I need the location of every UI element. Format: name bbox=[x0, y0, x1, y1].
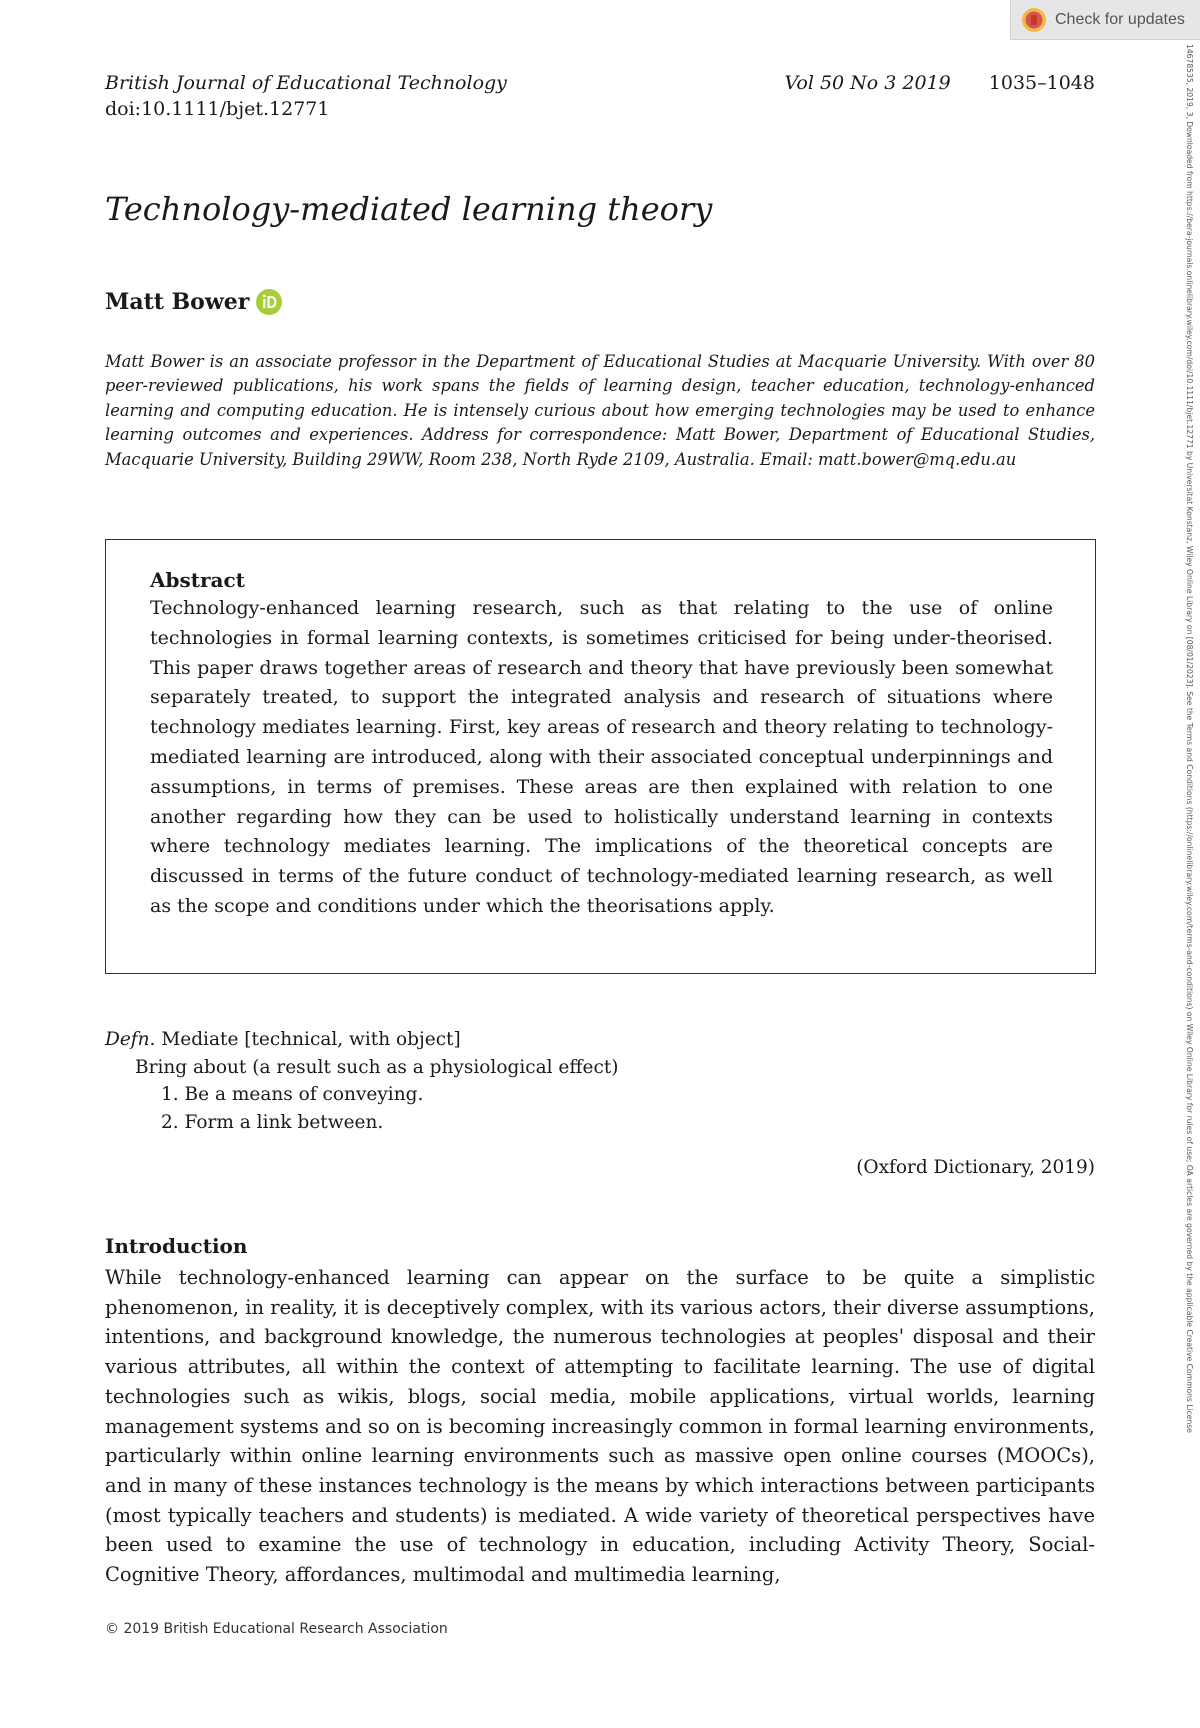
check-for-updates-button[interactable] bbox=[1010, 0, 1200, 40]
definition-list bbox=[161, 1081, 618, 1136]
check-updates-icon bbox=[1021, 7, 1047, 33]
journal-header bbox=[105, 72, 1095, 120]
abstract-box bbox=[105, 539, 1096, 974]
doi[interactable]: doi:10.1111/bjet.12771 bbox=[105, 98, 330, 120]
definition-item: 1. Be a means of conveying. bbox=[161, 1084, 424, 1105]
volume-info: Vol 50 No 3 2019 bbox=[784, 72, 951, 94]
page-range: 1035–1048 bbox=[988, 72, 1095, 94]
author-name: Matt Bower bbox=[105, 289, 250, 315]
author-bio: Matt Bower is an associate professor in the Department of Educational Studies at Macquarie University. With over 80 peer-reviewed publications, his work spans the fields of learning design, teacher education, technology-enhanced learning and computing education. He is intensely curious about how emerging technologies may be used to enhance learning outcomes and experiences. Address for correspondence: Matt Bower, Department of Educational Studies, Macquarie University, Building 29WW, Room 238, North Ryde 2109, Australia. Email: matt.bower@mq.edu.au bbox=[105, 352, 1095, 469]
definition-block bbox=[105, 1026, 618, 1136]
introduction-text: While technology-enhanced learning can appear on the surface to be quite a simplistic phenomenon, in reality, it is deceptively complex, with its various actors, their diverse assumptions, intentions, and background knowledge, the numerous technologies at peoples' disposal and their various attributes, all within the context of attempting to facilitate learning. The use of digital technologies such as wikis, blogs, social media, mobile applications, virtual worlds, learning management systems and so on is becoming increasingly common in formal learning environments, particularly within online learning environments such as massive open online courses (MOOCs), and in many of these instances technology is the means by which interactions between participants (most typically teachers and students) is mediated. A wide variety of theoretical perspectives have been used to examine the use of technology in education, including Activity Theory, Social-Cognitive Theory, affordances, multimodal and multimedia learning, bbox=[105, 1266, 1095, 1587]
definition-citation: (Oxford Dictionary, 2019) bbox=[856, 1157, 1095, 1178]
abstract-heading: Abstract bbox=[150, 568, 245, 592]
journal-name: British Journal of Educational Technology bbox=[105, 72, 507, 94]
definition-label: Defn. bbox=[105, 1029, 156, 1050]
author-line bbox=[105, 288, 283, 316]
orcid-icon[interactable] bbox=[255, 288, 283, 316]
definition-sense: Bring about (a result such as a physiological effect) bbox=[135, 1056, 619, 1078]
introduction-heading: Introduction bbox=[105, 1234, 248, 1258]
definition-item: 2. Form a link between. bbox=[161, 1111, 384, 1133]
abstract-text: Technology-enhanced learning research, such as that relating to the use of online technologies in formal learning contexts, is sometimes criticised for being under-theorised. This paper draws together areas of research and theory that have previously been somewhat separately treated, to support the integrated analysis and research of situations where technology mediates learning. First, key areas of research and theory relating to technology-mediated learning are introduced, along with their associated conceptual underpinnings and assumptions, in terms of premises. These areas are then explained with relation to one another regarding how they can be used to holistically understand learning in contexts where technology mediates learning. The implications of the theoretical concepts are discussed in terms of the future conduct of technology-mediated learning research, as well as the scope and conditions under which the theorisations apply. bbox=[150, 597, 1053, 917]
definition-term: Mediate [technical, with object] bbox=[161, 1029, 461, 1050]
copyright-footer: © 2019 British Educational Research Association bbox=[105, 1621, 448, 1637]
paper-title: Technology-mediated learning theory bbox=[105, 190, 713, 228]
download-side-note: 14678535, 2019, 3, Downloaded from https://bera-journals.onlinelibrary.wiley.com/doi/10.1111/bjet.12771 by Universitat Konstanz, Wiley Online Library on [08/01/2023]. See the Terms and Conditions (https://onlinelibrary.wiley.com/terms-and-conditions) on Wiley Online Library for rules of use; OA articles are governed by the applicable Creative Commons License bbox=[1185, 44, 1194, 1433]
check-updates-label: Check for updates bbox=[1055, 10, 1185, 28]
